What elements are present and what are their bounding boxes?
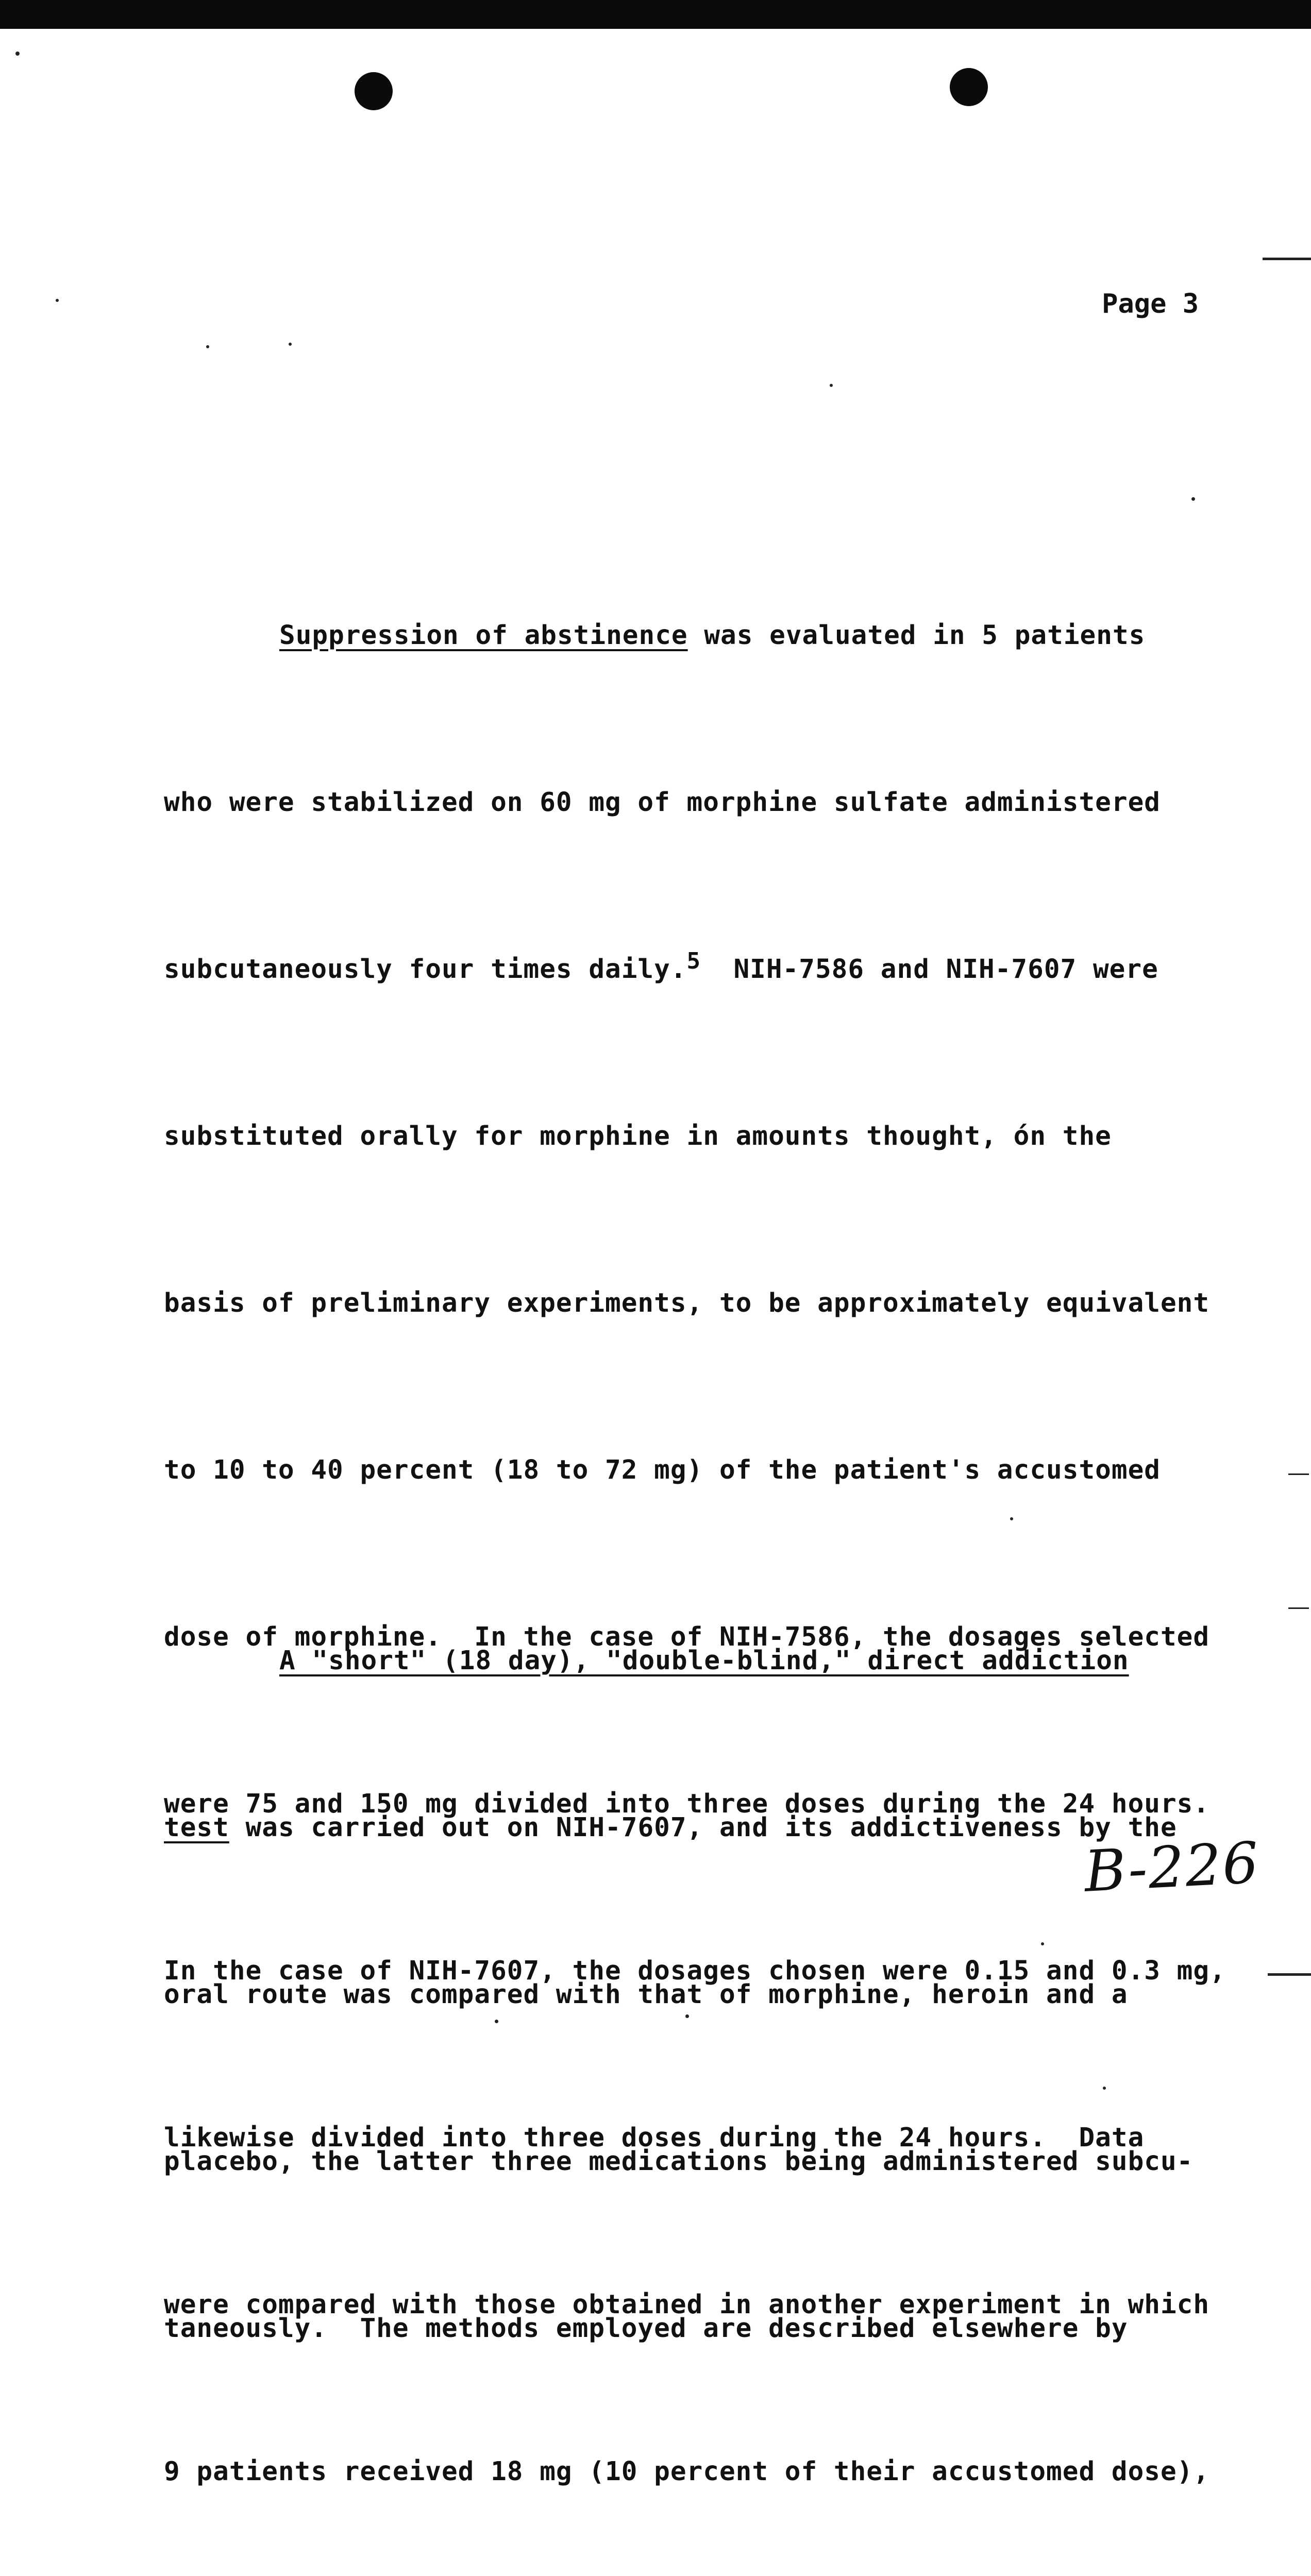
scan-speck	[685, 2014, 689, 2018]
line-text: subcutaneously four times daily.	[164, 954, 687, 985]
section-heading: Suppression of abstinence	[279, 620, 688, 651]
punch-hole-left	[355, 72, 393, 110]
text-line: to 10 to 40 percent (18 to 72 mg) of the patient's accustomed	[164, 1455, 1161, 1485]
line-text: was evaluated in 5 patients	[687, 620, 1146, 651]
text-line: In the case of NIH-7607, the dosages chosen were 0.15 and 0.3 mg,	[164, 1956, 1226, 1986]
section-heading-continued: test	[164, 1812, 229, 1843]
text-line	[164, 942, 1226, 997]
text-line: basis of preliminary experiments, to be approximately equivalent	[164, 1288, 1210, 1318]
line-text: was carried out on NIH-7607, and its addictiveness by the	[229, 1812, 1177, 1843]
punch-hole-right	[950, 68, 988, 106]
handwritten-document-code: B-226	[1082, 1829, 1262, 1905]
scan-speck	[56, 299, 59, 302]
text-line: taneously. The methods employed are described elsewhere by	[164, 2313, 1128, 2344]
text-line: placebo, the latter three medications being administered subcu-	[164, 2146, 1194, 2177]
scan-top-border	[0, 0, 1311, 29]
text-line: were 75 and 150 mg divided into three doses during the 24 hours.	[164, 1789, 1210, 1819]
scan-speck	[1103, 2087, 1106, 2090]
scan-speck	[495, 2020, 498, 2023]
text-line: 9 patients received 18 mg (10 percent of their accustomed dose),	[164, 2456, 1210, 2487]
scan-speck	[15, 52, 20, 56]
scan-speck	[289, 343, 292, 346]
page-number: Page 3	[1102, 289, 1199, 319]
text-line: were compared with those obtained in another experiment in which	[164, 2290, 1210, 2320]
text-line	[164, 608, 1226, 664]
scan-mark	[1263, 258, 1311, 260]
scan-speck	[1191, 497, 1195, 501]
scan-mark	[1288, 1473, 1309, 1475]
text-line	[164, 1633, 1193, 1689]
line-text: NIH-7586 and NIH-7607 were	[701, 954, 1158, 985]
scan-speck	[206, 345, 209, 348]
text-line: oral route was compared with that of morphine, heroin and a	[164, 1979, 1128, 2010]
text-line	[164, 1800, 1193, 1856]
scan-speck	[1010, 1517, 1013, 1520]
section-heading: A "short" (18 day), "double-blind," direct addiction	[279, 1646, 1129, 1676]
text-line: who were stabilized on 60 mg of morphine sulfate administered	[164, 787, 1161, 818]
paragraph-addiction-test	[164, 1522, 1193, 2412]
footnote-marker: 5	[686, 948, 701, 974]
text-line: dose of morphine. In the case of NIH-7586, the dosages selected	[164, 1622, 1210, 1652]
text-line: likewise divided into three doses during the 24 hours. Data	[164, 2123, 1145, 2153]
scan-mark	[1288, 1607, 1309, 1609]
scan-speck	[1041, 1942, 1044, 1945]
text-line: substituted orally for morphine in amounts thought, ón the	[164, 1121, 1112, 1151]
scan-mark	[1268, 1973, 1311, 1976]
scan-speck	[830, 384, 833, 387]
